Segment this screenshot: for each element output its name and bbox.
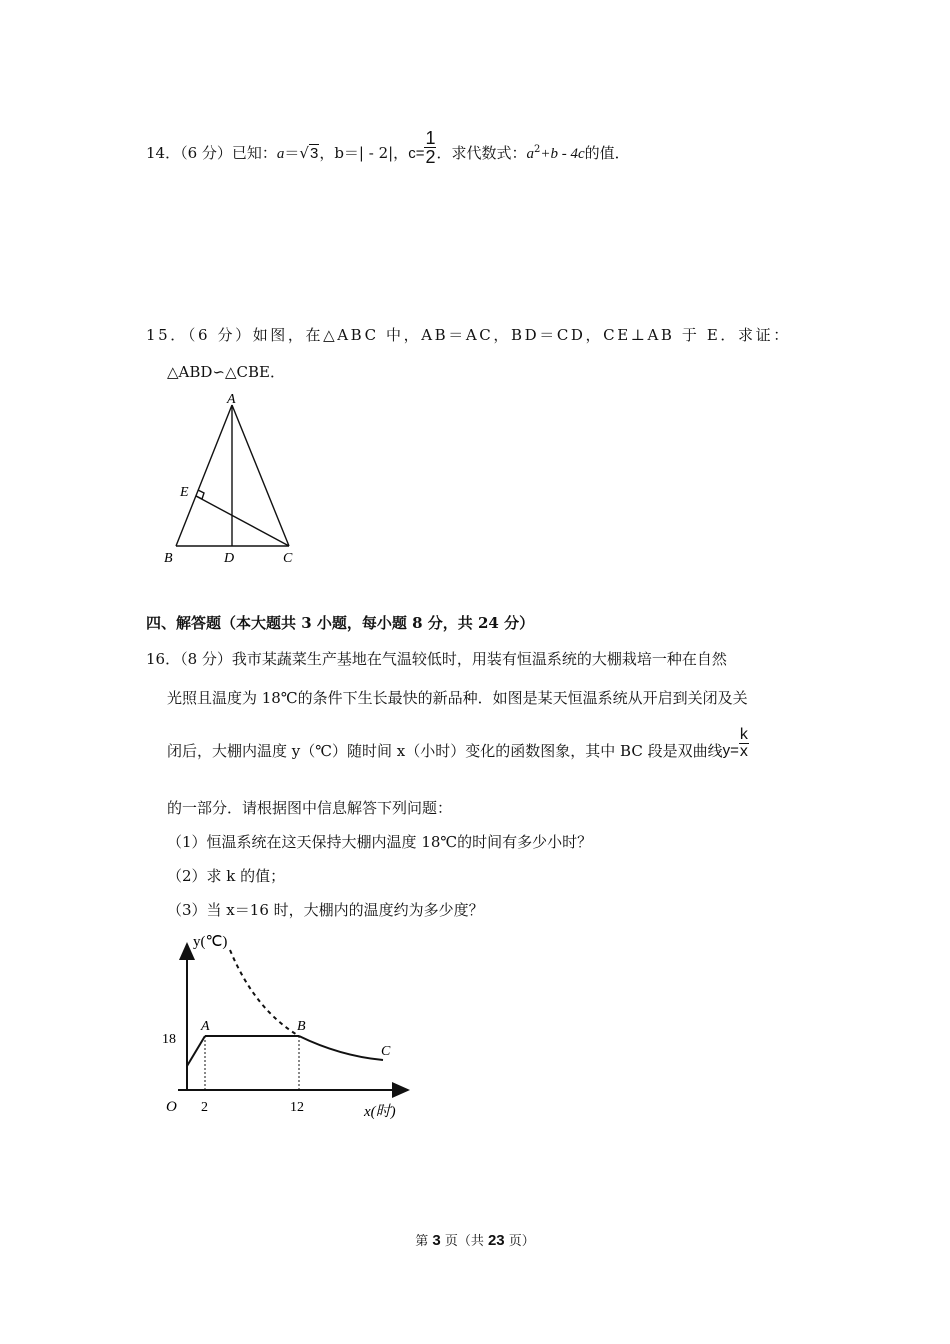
question-14 (146, 127, 630, 172)
segment-ab (176, 405, 232, 546)
formula-num: k (739, 726, 748, 743)
q14-frac-num: 1 (425, 127, 436, 148)
hyperbola-fraction (739, 727, 749, 760)
right-angle-mark (196, 490, 204, 499)
point-b-label: B (297, 1019, 306, 1034)
q15-line-2: △ABD∽△CBE． (167, 363, 285, 381)
q14-expr-a: a (526, 146, 534, 162)
point-c-label: C (381, 1044, 391, 1059)
q16-sub-2: （2）求 k 的值； (167, 867, 286, 885)
q16-line-4: 的一部分．请根据图中信息解答下列问题： (167, 799, 453, 817)
footer-suffix: 页） (504, 1234, 535, 1249)
x-tick-12: 12 (290, 1100, 304, 1115)
y-axis-label: y(℃) (193, 934, 228, 950)
page-footer (0, 1230, 950, 1249)
q14-equals: ＝ (284, 144, 300, 162)
footer-prefix: 第 (415, 1234, 433, 1249)
formula-den: x (739, 743, 748, 760)
label-B: B (164, 551, 173, 566)
q16-sub-1: （1）恒温系统在这天保持大棚内温度 18℃的时间有多少小时？ (167, 833, 593, 851)
x-tick-2: 2 (201, 1100, 208, 1115)
formula-lhs: y= (722, 742, 739, 759)
dashed-curve (230, 950, 299, 1036)
q14-tail-1: ．求代数式： (436, 144, 527, 162)
segment-oa (187, 1036, 205, 1066)
sqrt-symbol: √3 (299, 144, 319, 162)
q14-expr-exp: 2 (533, 144, 541, 155)
q14-frac-den: 2 (425, 146, 436, 167)
q16-sub-3: （3）当 x＝16 时，大棚内的温度约为多少度？ (167, 901, 484, 919)
q16-line-3 (167, 726, 749, 780)
q14-tail-2: 的值． (584, 144, 630, 162)
label-E: E (180, 485, 189, 500)
q14-b-part: ，b＝| ‐ 2|， (319, 144, 409, 162)
q14-score: （6 分）已知： (180, 144, 277, 162)
point-a-label: A (201, 1019, 210, 1034)
sqrt-radicand: 3 (309, 145, 319, 162)
footer-middle: 页（共 (440, 1234, 488, 1249)
q16-line-3-text: 闭后，大棚内温度 y（℃）随时间 x（小时）变化的函数图象，其中 BC 段是双曲线 (167, 742, 723, 760)
q14-c-label: c= (408, 145, 425, 162)
label-D: D (224, 551, 235, 566)
segment-ce (196, 496, 289, 546)
segment-ac (232, 405, 289, 546)
label-A: A (227, 392, 236, 407)
q14-expr-rest: +b ‐ 4c (540, 146, 585, 162)
q14-number: 14． (146, 144, 181, 162)
origin-label: O (166, 1099, 177, 1115)
section-4-heading: 四、解答题（本大题共 3 小题，每小题 8 分，共 24 分） (146, 614, 535, 632)
curve-bc (299, 1036, 383, 1060)
footer-total-pages: 23 (487, 1232, 505, 1249)
y-tick-18: 18 (162, 1032, 176, 1047)
q15-line-1: 15．（6 分）如图，在△ABC 中，AB＝AC，BD＝CD，CE⊥AB 于 E．求证： (146, 326, 791, 344)
q14-fraction (424, 129, 436, 166)
x-axis-label: x(时) (364, 1104, 396, 1120)
q16-line-1: 16．（8 分）我市某蔬菜生产基地在气温较低时，用装有恒温系统的大棚栽培一种在自然 (146, 650, 727, 668)
label-C: C (283, 551, 293, 566)
q16-line-2: 光照且温度为 18℃的条件下生长最快的新品种．如图是某天恒温系统从开启到关闭及关 (167, 689, 748, 707)
footer-page-number: 3 (432, 1232, 441, 1249)
q14-var-a: a (276, 146, 285, 162)
